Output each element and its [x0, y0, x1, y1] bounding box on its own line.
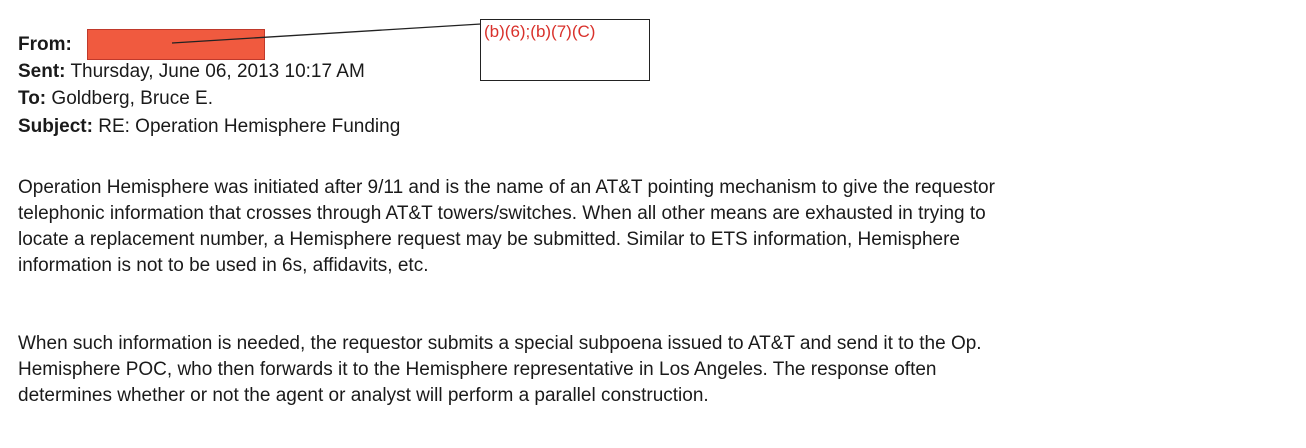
from-label: From: — [18, 34, 72, 55]
body-line: locate a replacement number, a Hemisphere request may be submitted. Similar to ETS information, Hemisphere — [18, 229, 960, 250]
sent-label: Sent: — [18, 61, 66, 82]
exemption-code: (b)(6);(b)(7)(C) — [484, 22, 596, 41]
sent-row — [18, 60, 365, 84]
exemption-callout-box — [480, 19, 650, 81]
body-line: When such information is needed, the requestor submits a special subpoena issued to AT&T and send it to the Op. — [18, 333, 982, 354]
body-line: determines whether or not the agent or analyst will perform a parallel construction. — [18, 385, 709, 406]
body-line: Operation Hemisphere was initiated after 9/11 and is the name of an AT&T pointing mechanism to give the requestor — [18, 177, 995, 198]
body-line: telephonic information that crosses through AT&T towers/switches. When all other means are exhausted in trying to — [18, 203, 986, 224]
body-line: information is not to be used in 6s, affidavits, etc. — [18, 255, 429, 276]
subject-label: Subject: — [18, 116, 93, 137]
to-row — [18, 87, 213, 111]
subject-row — [18, 115, 400, 139]
to-value: Goldberg, Bruce E. — [51, 88, 214, 109]
body-line: Hemisphere POC, who then forwards it to the Hemisphere representative in Los Angeles. The response often — [18, 359, 937, 380]
body-paragraph-1 — [18, 175, 995, 279]
subject-value: RE: Operation Hemisphere Funding — [98, 116, 401, 137]
to-label: To: — [18, 88, 47, 109]
sent-value: Thursday, June 06, 2013 10:17 AM — [70, 61, 365, 82]
body-paragraph-2 — [18, 331, 982, 409]
